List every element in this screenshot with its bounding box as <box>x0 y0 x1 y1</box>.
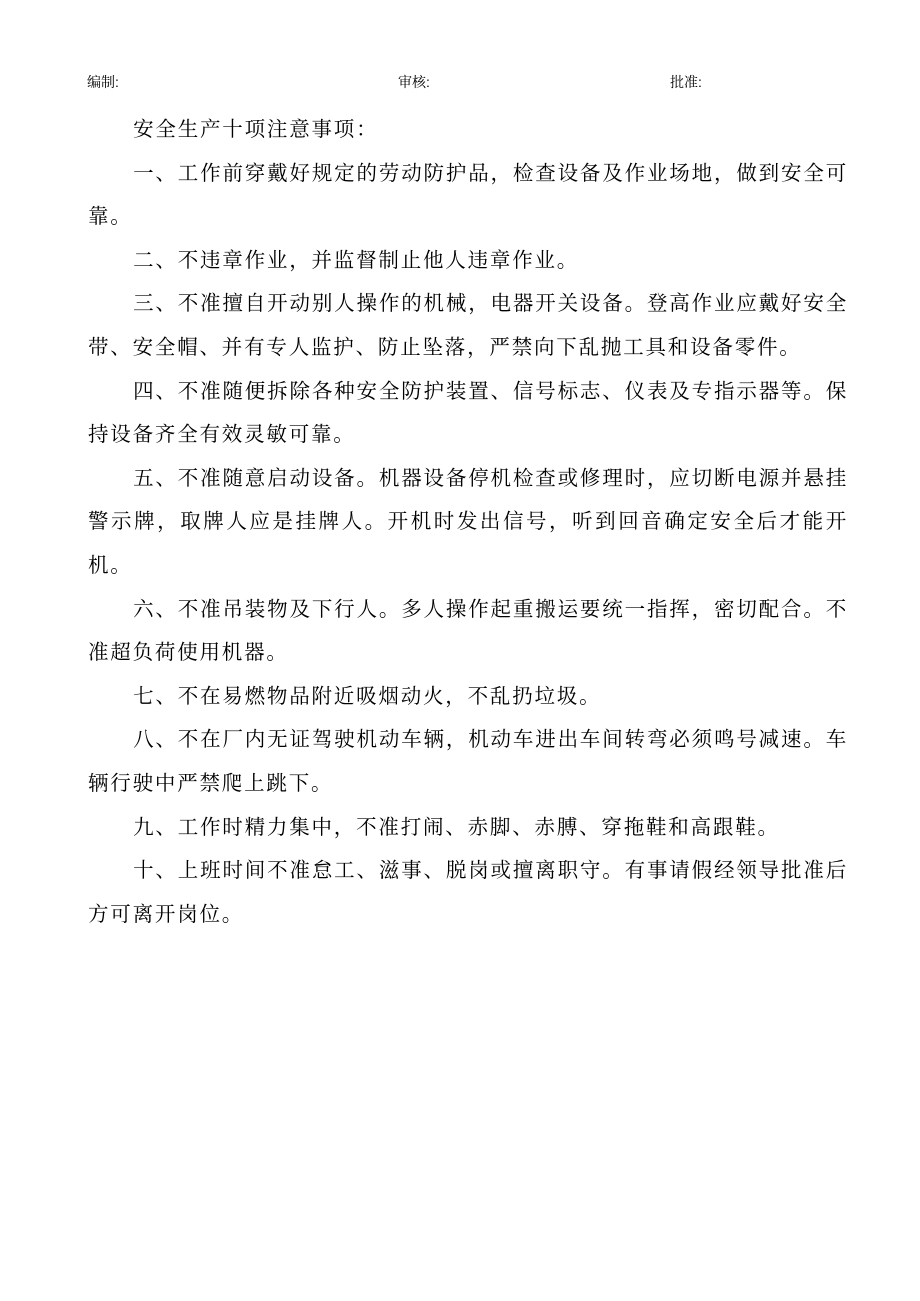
rule-item-8: 八、不在厂内无证驾驶机动车辆，机动车进出车间转弯必须鸣号减速。车辆行驶中严禁爬上跳下。 <box>88 727 848 795</box>
rule-item-2: 二、不违章作业，并监督制止他人违章作业。 <box>133 247 580 272</box>
rule-item-1: 一、工作前穿戴好规定的劳动防护品，检查设备及作业场地，做到安全可靠。 <box>88 160 848 229</box>
rule-item-6: 六、不准吊装物及下行人。多人操作起重搬运要统一指挥，密切配合。不准超负荷使用机器。 <box>88 596 848 665</box>
rule-item-5: 五、不准随意启动设备。机器设备停机检查或修理时，应切断电源并悬挂警示牌，取牌人应是挂牌人。开机时发出信号，听到回音确定安全后才能开机。 <box>88 465 848 577</box>
rule-item-3: 三、不准擅自开动别人操作的机械，电器开关设备。登高作业应戴好安全带、安全帽、并有专人监护、防止坠落，严禁向下乱抛工具和设备零件。 <box>88 291 848 359</box>
rule-item-4: 四、不准随便拆除各种安全防护装置、信号标志、仪表及专指示器等。保持设备齐全有效灵敏可靠。 <box>88 378 848 447</box>
document-body <box>88 108 848 936</box>
compiled-by-label: 编制: <box>87 74 119 90</box>
reviewed-by-label: 审核: <box>398 74 430 90</box>
rule-item-10: 十、上班时间不准怠工、滋事、脱岗或擅离职守。有事请假经领导批准后方可离开岗位。 <box>88 858 848 926</box>
rule-item-7: 七、不在易燃物品附近吸烟动火，不乱扔垃圾。 <box>133 683 602 708</box>
rule-item-9: 九、工作时精力集中，不准打闹、赤脚、赤膊、穿拖鞋和高跟鞋。 <box>133 814 780 839</box>
document-title: 安全生产十项注意事项： <box>133 117 379 141</box>
approved-by-label: 批准: <box>670 74 702 90</box>
signature-header <box>0 72 920 94</box>
